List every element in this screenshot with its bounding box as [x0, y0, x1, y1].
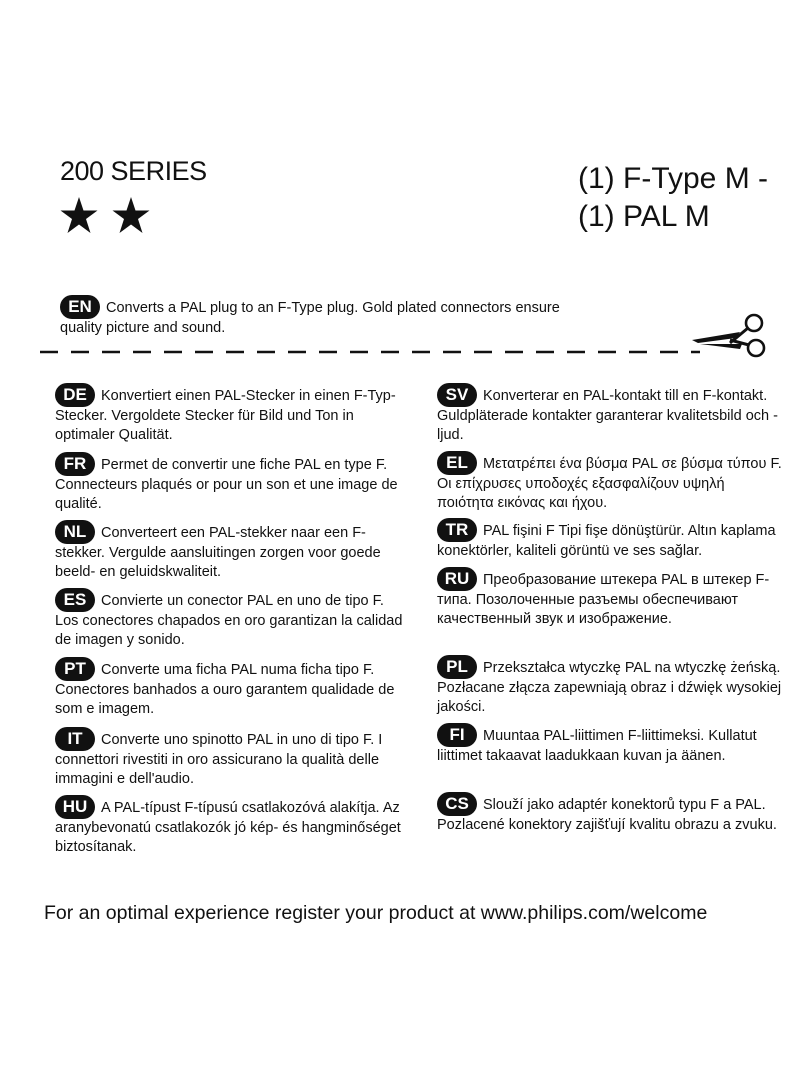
description-text: Converteert een PAL-stekker naar een F-stekker. Vergulde aansluitingen zorgen voor goede beeld- en geluidskwaliteit.	[55, 525, 381, 580]
description-text: PAL fişini F Tipi fişe dönüştürür. Altın kaplama konektörler, kaliteli görüntü ve ses sağlar.	[437, 523, 776, 559]
language-badge: CS	[437, 792, 477, 816]
description-ru	[437, 567, 782, 629]
language-badge: PT	[55, 657, 95, 681]
description-pt	[55, 657, 407, 719]
language-badge: HU	[55, 795, 95, 819]
description-text: Muuntaa PAL-liittimen F-liittimeksi. Kullatut liittimet takaavat laadukkaan kuvan ja äänen.	[437, 728, 757, 764]
language-badge: ES	[55, 588, 95, 612]
language-badge: FR	[55, 452, 95, 476]
product-line-2: (1) PAL M	[578, 200, 710, 233]
language-badge: IT	[55, 727, 95, 751]
description-en	[60, 295, 580, 338]
description-pl	[437, 655, 782, 717]
description-it	[55, 727, 407, 789]
language-badge: DE	[55, 383, 95, 407]
cut-line	[40, 340, 700, 360]
star-icon	[61, 197, 98, 233]
description-de	[55, 383, 407, 445]
description-es	[55, 588, 407, 650]
language-badge: NL	[55, 520, 95, 544]
language-badge: TR	[437, 518, 477, 542]
description-text: Преобразование штекера PAL в штекер F-типа. Позолоченные разъемы обеспечивают качественный звук и изображение.	[437, 572, 770, 627]
description-sv	[437, 383, 782, 445]
description-text: Convierte un conector PAL en uno de tipo F. Los conectores chapados en oro garantizan la calidad de imagen y sonido.	[55, 593, 403, 648]
description-text: Permet de convertir une fiche PAL en type F. Connecteurs plaqués or pour un son et une image de qualité.	[55, 457, 398, 512]
registration-footer: For an optimal experience register your product at www.philips.com/welcome	[44, 902, 708, 924]
description-nl	[55, 520, 407, 582]
language-badge: SV	[437, 383, 477, 407]
description-hu	[55, 795, 407, 857]
language-badge: FI	[437, 723, 477, 747]
description-text: Μετατρέπει ένα βύσμα PAL σε βύσμα τύπου F. Οι επίχρυσες υποδοχές εξασφαλίζουν υψηλή ποιότητα εικόνας και ήχου.	[437, 456, 782, 511]
description-cs	[437, 792, 782, 835]
description-text: Konverterar en PAL-kontakt till en F-kontakt. Guldpläterade kontakter garanterar kvalitetsbild och -ljud.	[437, 388, 778, 443]
description-text: A PAL-típust F-típusú csatlakozóvá alakítja. Az aranybevonatú csatlakozók jó kép- és hangminőséget biztosítanak.	[55, 800, 401, 855]
star-icon	[113, 197, 150, 233]
series-title: 200 SERIES	[60, 156, 207, 186]
language-badge: RU	[437, 567, 477, 591]
description-tr	[437, 518, 782, 561]
description-el	[437, 451, 782, 513]
star-rating	[60, 195, 155, 240]
description-text: Slouží jako adaptér konektorů typu F a PAL. Pozlacené konektory zajišťují kvalitu obrazu a zvuku.	[437, 797, 777, 833]
description-text: Converts a PAL plug to an F-Type plug. Gold plated connectors ensure quality picture and sound.	[60, 300, 560, 336]
language-badge: EL	[437, 451, 477, 475]
product-line-1: (1) F-Type M -	[578, 162, 769, 195]
language-badge: PL	[437, 655, 477, 679]
description-text: Converte uno spinotto PAL in uno di tipo F. I connettori rivestiti in oro assicurano la qualità delle immagini e dell'audio.	[55, 732, 383, 787]
description-text: Przekształca wtyczkę PAL na wtyczkę żeńską. Pozłacane złącza zapewniają obraz i dźwięk wysokiej jakości.	[437, 660, 782, 715]
scissors-icon	[690, 310, 770, 360]
language-badge: EN	[60, 295, 100, 319]
description-fr	[55, 452, 407, 514]
description-text: Konvertiert einen PAL-Stecker in einen F-Typ-Stecker. Vergoldete Stecker für Bild und Ton in optimaler Qualität.	[55, 388, 396, 443]
product-title	[578, 160, 768, 236]
description-fi	[437, 723, 782, 766]
description-text: Converte uma ficha PAL numa ficha tipo F. Conectores banhados a ouro garantem qualidade de som e imagem.	[55, 662, 395, 717]
